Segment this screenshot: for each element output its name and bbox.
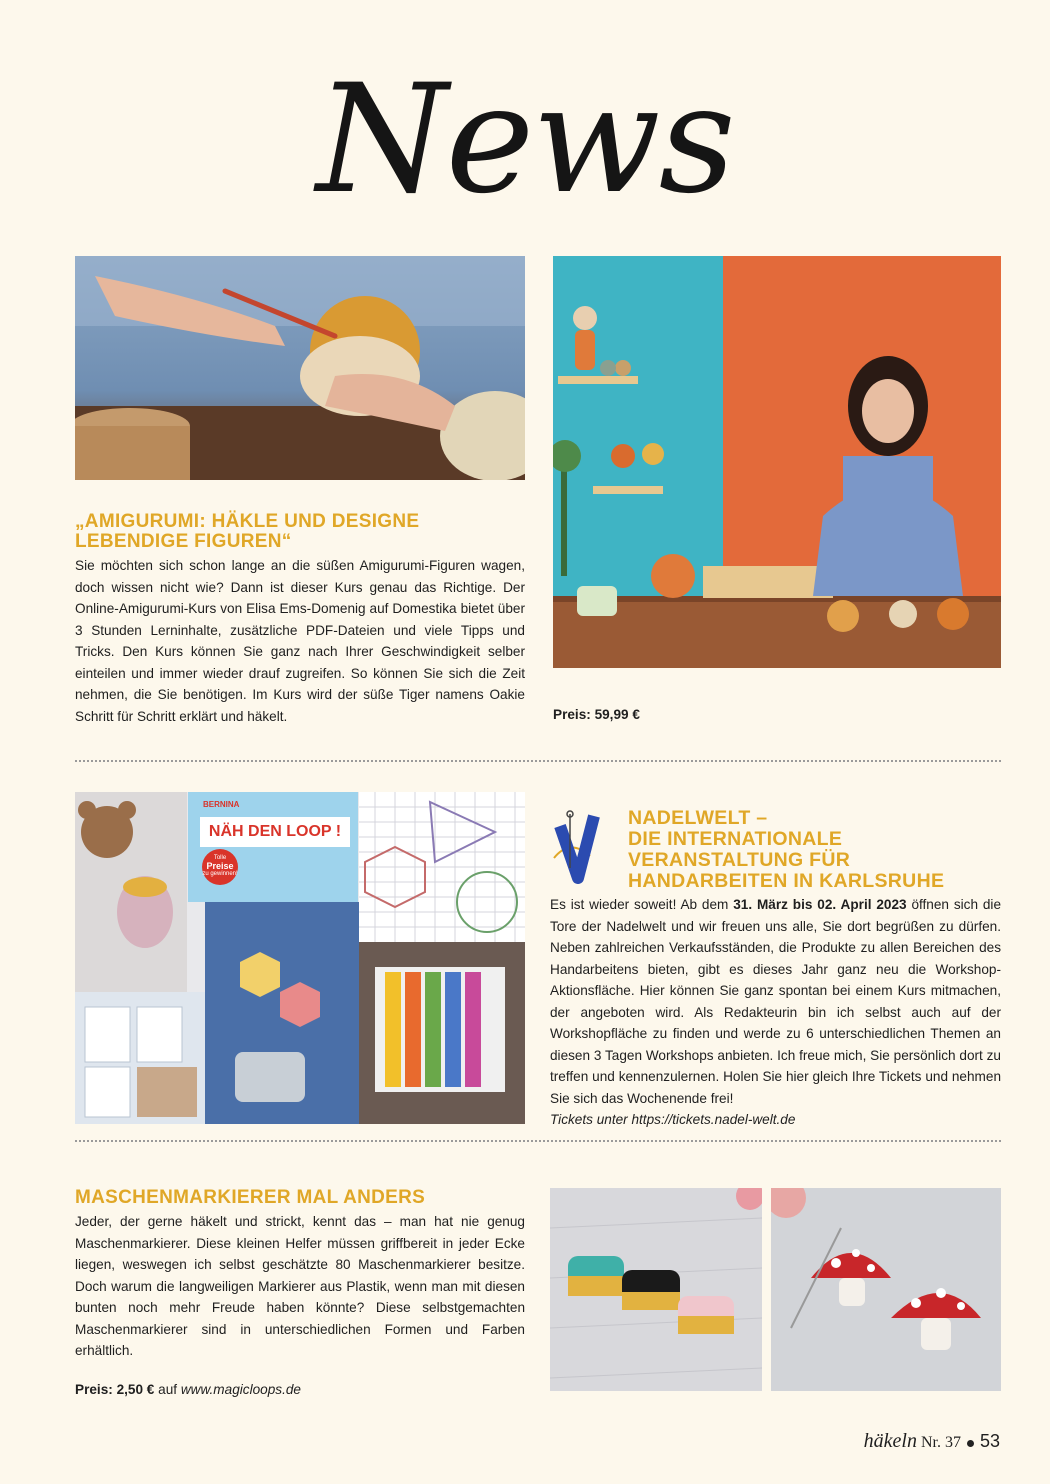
collage-badge-line2: Preise bbox=[206, 861, 234, 871]
article2-headline-line4: HANDARBEITEN IN KARLSRUHE bbox=[628, 870, 945, 892]
article1-price-label: Preis: bbox=[553, 707, 591, 722]
collage-banner: NÄH DEN LOOP ! bbox=[208, 823, 342, 840]
article3-price bbox=[75, 1382, 301, 1397]
instructor-photo bbox=[553, 256, 1001, 668]
page-footer bbox=[864, 1430, 1000, 1453]
article2-tickets: Tickets unter https://tickets.nadel-welt.de bbox=[550, 1112, 796, 1127]
issue-number: Nr. 37 bbox=[920, 1434, 961, 1451]
nadelwelt-collage bbox=[75, 792, 525, 1124]
article1-price-value: 59,99 € bbox=[594, 707, 640, 722]
article1-headline-line1: „AMIGURUMI: HÄKLE UND DESIGNE bbox=[75, 511, 420, 532]
page-title: News bbox=[316, 53, 734, 227]
divider-2 bbox=[75, 1140, 1001, 1142]
article2-headline-line3: VERANSTALTUNG FÜR bbox=[628, 849, 851, 871]
article2-body bbox=[550, 894, 1001, 1131]
article3-price-suffix: auf bbox=[158, 1382, 178, 1397]
magazine-brand: häkeln bbox=[863, 1430, 917, 1452]
mushroom-markers-photo bbox=[771, 1188, 1001, 1391]
nadelwelt-logo bbox=[550, 808, 620, 884]
article3-price-label: Preis: bbox=[75, 1382, 113, 1397]
article2-headline-line2: DIE INTERNATIONALE bbox=[628, 828, 843, 850]
collage-badge bbox=[202, 854, 238, 878]
collage-badge-line3: zu gewinnen! bbox=[202, 871, 238, 877]
crochet-hands-photo bbox=[75, 256, 525, 480]
article1-body: Sie möchten sich schon lange an die süßen Amigurumi-Figuren wagen, doch wissen nicht wie? Dann ist dieser Kurs genau das Richtige. Der Online-Amigurumi-Kurs von Elisa Ems-Domenig auf Domestika bietet über 3 Stunden Lerninhalte, zusätzliche PDF-Dateien und viele Tipps und Tricks. Den Kurs können Sie ganz nach Ihrer Geschwindigkeit selber einteilen und immer wieder drauf zugreifen. So können Sie sich die Zeit nehmen, die Sie benötigen. Im Kurs wird der süße Tiger namens Oakie Schritt für Schritt erklärt und häkelt. bbox=[75, 558, 525, 724]
article3-price-value: 2,50 € bbox=[116, 1382, 155, 1397]
article1-headline-line2: LEBENDIGE FIGUREN“ bbox=[75, 531, 292, 552]
collage-badge-line1: Tolle bbox=[213, 855, 227, 861]
article2-body-post: öffnen sich die Tore der Nadelwelt und wir freuen uns alle, Sie dort begrüßen zu dürfen. Neben zahlreichen Verkaufsständen, die Produkte zu allen Bereichen des Handarbeitens bieten, gibt es dieses Jahr ganz neu die Workshop-Aktionsfläche. Hier können Sie ganz spontan bei einem Kurs mitmachen, der angeboten wird. Als Redakteurin bin ich selbst auch auf der Workshopfläche zu finden und werde zu 6 unterschiedlichen Themen an diesen 3 Tagen Workshops anbieten. Ich freue mich, Sie persönlich dort zu treffen und kennenzulernen. Holen Sie hier gleich Ihre Tickets und nehmen Sie sich das Wochenende frei! bbox=[550, 897, 1002, 1106]
article2-body-dates: 31. März bis 02. April 2023 bbox=[733, 897, 907, 912]
article2-headline bbox=[628, 808, 1008, 892]
divider-1 bbox=[75, 760, 1001, 762]
bus-markers-photo bbox=[550, 1188, 762, 1391]
page-number: 53 bbox=[979, 1431, 1000, 1451]
article3-price-url[interactable]: www.magicloops.de bbox=[180, 1382, 301, 1397]
article1-price bbox=[553, 707, 640, 722]
footer-bullet-icon bbox=[967, 1440, 974, 1447]
article3-body: Jeder, der gerne häkelt und strickt, kennt das – man hat nie genug Maschenmarkierer. Diese kleinen Helfer müssen griffbereit in jeder Ecke liegen, weswegen ich selbst geschätzte 80 Maschenmarkierer besitze. Doch warum die langweiligen Markierer aus Plastik, wenn man mit diesen bunten noch mehr Freude haben könnte? Diese selbstgemachten Maschenmarkierer sind in unterschiedlichen Formen und Farben erhältlich. bbox=[75, 1214, 525, 1358]
article2-body-pre: Es ist wieder soweit! Ab dem bbox=[550, 897, 734, 912]
article2-headline-line1: NADELWELT – bbox=[628, 807, 768, 829]
article1-headline bbox=[75, 512, 525, 552]
collage-brand: BERNINA bbox=[203, 800, 240, 809]
article3-headline: MASCHENMARKIERER MAL ANDERS bbox=[75, 1187, 426, 1208]
